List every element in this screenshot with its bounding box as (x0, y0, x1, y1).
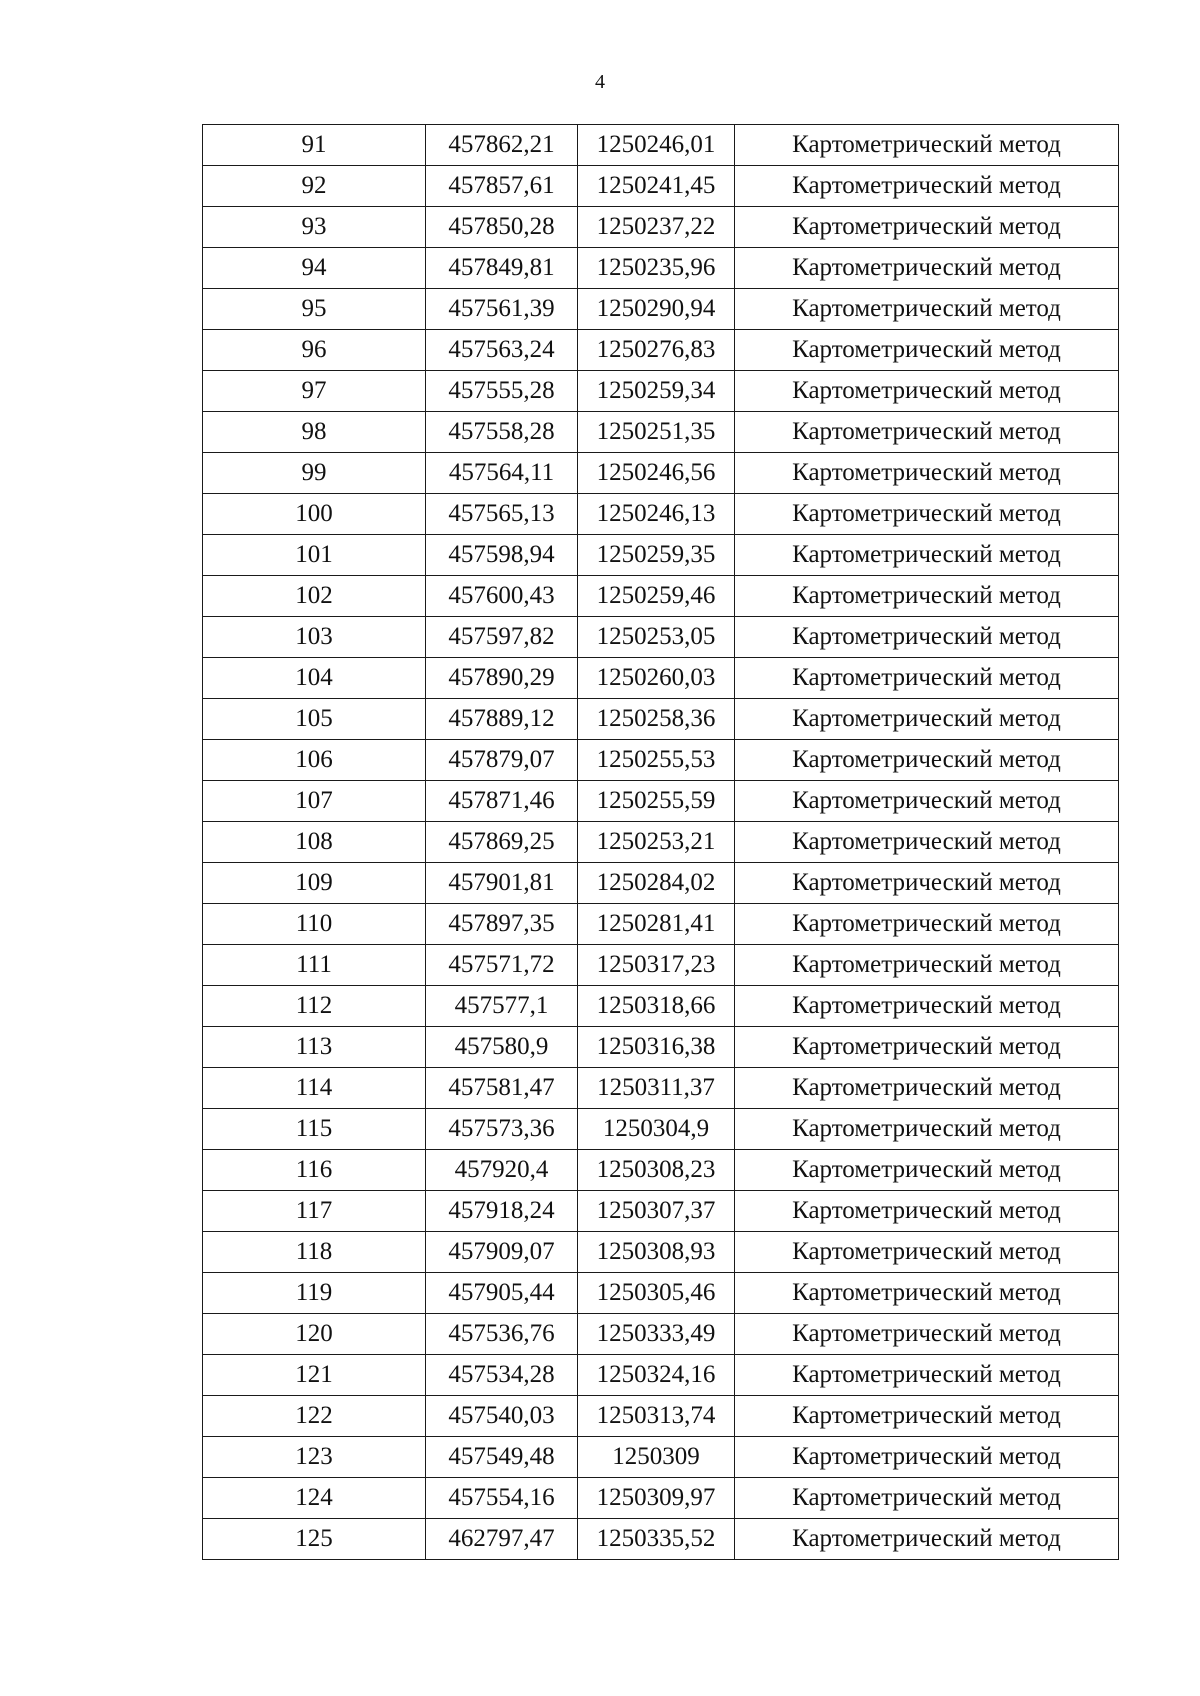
method-cell: Картометрический метод (735, 945, 1119, 986)
y-coordinate-cell: 1250259,46 (578, 576, 735, 617)
x-coordinate-cell: 457540,03 (426, 1396, 578, 1437)
point-number-cell: 122 (203, 1396, 426, 1437)
method-cell: Картометрический метод (735, 986, 1119, 1027)
x-coordinate-cell: 457580,9 (426, 1027, 578, 1068)
x-coordinate-cell: 457901,81 (426, 863, 578, 904)
table-row (203, 1437, 1119, 1478)
point-number-cell: 118 (203, 1232, 426, 1273)
x-coordinate-cell: 457561,39 (426, 289, 578, 330)
table-row (203, 1519, 1119, 1560)
method-cell: Картометрический метод (735, 371, 1119, 412)
point-number-cell: 91 (203, 125, 426, 166)
x-coordinate-cell: 457889,12 (426, 699, 578, 740)
method-cell: Картометрический метод (735, 658, 1119, 699)
x-coordinate-cell: 457909,07 (426, 1232, 578, 1273)
table-row (203, 986, 1119, 1027)
y-coordinate-cell: 1250335,52 (578, 1519, 735, 1560)
point-number-cell: 110 (203, 904, 426, 945)
table-row (203, 1191, 1119, 1232)
y-coordinate-cell: 1250246,13 (578, 494, 735, 535)
x-coordinate-cell: 457534,28 (426, 1355, 578, 1396)
table-row (203, 699, 1119, 740)
x-coordinate-cell: 457558,28 (426, 412, 578, 453)
method-cell: Картометрический метод (735, 125, 1119, 166)
table-row (203, 781, 1119, 822)
y-coordinate-cell: 1250259,34 (578, 371, 735, 412)
table-row (203, 1478, 1119, 1519)
x-coordinate-cell: 457598,94 (426, 535, 578, 576)
method-cell: Картометрический метод (735, 1191, 1119, 1232)
method-cell: Картометрический метод (735, 781, 1119, 822)
point-number-cell: 125 (203, 1519, 426, 1560)
x-coordinate-cell: 457897,35 (426, 904, 578, 945)
table-row (203, 330, 1119, 371)
point-number-cell: 93 (203, 207, 426, 248)
method-cell: Картометрический метод (735, 863, 1119, 904)
x-coordinate-cell: 457573,36 (426, 1109, 578, 1150)
y-coordinate-cell: 1250253,05 (578, 617, 735, 658)
y-coordinate-cell: 1250258,36 (578, 699, 735, 740)
table-row (203, 125, 1119, 166)
y-coordinate-cell: 1250235,96 (578, 248, 735, 289)
y-coordinate-cell: 1250284,02 (578, 863, 735, 904)
x-coordinate-cell: 457549,48 (426, 1437, 578, 1478)
point-number-cell: 105 (203, 699, 426, 740)
x-coordinate-cell: 457581,47 (426, 1068, 578, 1109)
y-coordinate-cell: 1250276,83 (578, 330, 735, 371)
method-cell: Картометрический метод (735, 699, 1119, 740)
point-number-cell: 100 (203, 494, 426, 535)
y-coordinate-cell: 1250259,35 (578, 535, 735, 576)
y-coordinate-cell: 1250308,23 (578, 1150, 735, 1191)
point-number-cell: 120 (203, 1314, 426, 1355)
method-cell: Картометрический метод (735, 1027, 1119, 1068)
table-row (203, 412, 1119, 453)
x-coordinate-cell: 457565,13 (426, 494, 578, 535)
method-cell: Картометрический метод (735, 330, 1119, 371)
table-row (203, 1396, 1119, 1437)
point-number-cell: 92 (203, 166, 426, 207)
y-coordinate-cell: 1250251,35 (578, 412, 735, 453)
table-row (203, 1027, 1119, 1068)
method-cell: Картометрический метод (735, 1396, 1119, 1437)
page-number: 4 (595, 71, 605, 93)
table-row (203, 207, 1119, 248)
point-number-cell: 94 (203, 248, 426, 289)
x-coordinate-cell: 462797,47 (426, 1519, 578, 1560)
point-number-cell: 117 (203, 1191, 426, 1232)
x-coordinate-cell: 457857,61 (426, 166, 578, 207)
method-cell: Картометрический метод (735, 1355, 1119, 1396)
x-coordinate-cell: 457597,82 (426, 617, 578, 658)
x-coordinate-cell: 457554,16 (426, 1478, 578, 1519)
method-cell: Картометрический метод (735, 535, 1119, 576)
table-row (203, 617, 1119, 658)
y-coordinate-cell: 1250241,45 (578, 166, 735, 207)
x-coordinate-cell: 457879,07 (426, 740, 578, 781)
method-cell: Картометрический метод (735, 453, 1119, 494)
table-row (203, 822, 1119, 863)
point-number-cell: 116 (203, 1150, 426, 1191)
y-coordinate-cell: 1250308,93 (578, 1232, 735, 1273)
y-coordinate-cell: 1250255,59 (578, 781, 735, 822)
table-row (203, 1109, 1119, 1150)
method-cell: Картометрический метод (735, 822, 1119, 863)
x-coordinate-cell: 457918,24 (426, 1191, 578, 1232)
table-row (203, 1355, 1119, 1396)
x-coordinate-cell: 457849,81 (426, 248, 578, 289)
method-cell: Картометрический метод (735, 412, 1119, 453)
table-row (203, 740, 1119, 781)
method-cell: Картометрический метод (735, 1232, 1119, 1273)
y-coordinate-cell: 1250317,23 (578, 945, 735, 986)
point-number-cell: 99 (203, 453, 426, 494)
method-cell: Картометрический метод (735, 1478, 1119, 1519)
table-row (203, 576, 1119, 617)
table-row (203, 289, 1119, 330)
x-coordinate-cell: 457577,1 (426, 986, 578, 1027)
point-number-cell: 102 (203, 576, 426, 617)
coordinates-table (202, 124, 1119, 1560)
method-cell: Картометрический метод (735, 1519, 1119, 1560)
point-number-cell: 108 (203, 822, 426, 863)
y-coordinate-cell: 1250237,22 (578, 207, 735, 248)
y-coordinate-cell: 1250318,66 (578, 986, 735, 1027)
method-cell: Картометрический метод (735, 1109, 1119, 1150)
point-number-cell: 113 (203, 1027, 426, 1068)
table-row (203, 166, 1119, 207)
method-cell: Картометрический метод (735, 1273, 1119, 1314)
method-cell: Картометрический метод (735, 1314, 1119, 1355)
table-row (203, 1232, 1119, 1273)
point-number-cell: 96 (203, 330, 426, 371)
point-number-cell: 101 (203, 535, 426, 576)
y-coordinate-cell: 1250324,16 (578, 1355, 735, 1396)
point-number-cell: 104 (203, 658, 426, 699)
y-coordinate-cell: 1250246,56 (578, 453, 735, 494)
x-coordinate-cell: 457871,46 (426, 781, 578, 822)
point-number-cell: 123 (203, 1437, 426, 1478)
x-coordinate-cell: 457564,11 (426, 453, 578, 494)
x-coordinate-cell: 457571,72 (426, 945, 578, 986)
table-row (203, 1068, 1119, 1109)
point-number-cell: 97 (203, 371, 426, 412)
x-coordinate-cell: 457563,24 (426, 330, 578, 371)
y-coordinate-cell: 1250313,74 (578, 1396, 735, 1437)
table-row (203, 494, 1119, 535)
x-coordinate-cell: 457850,28 (426, 207, 578, 248)
y-coordinate-cell: 1250246,01 (578, 125, 735, 166)
x-coordinate-cell: 457600,43 (426, 576, 578, 617)
y-coordinate-cell: 1250290,94 (578, 289, 735, 330)
table-row (203, 904, 1119, 945)
point-number-cell: 103 (203, 617, 426, 658)
method-cell: Картометрический метод (735, 1150, 1119, 1191)
point-number-cell: 124 (203, 1478, 426, 1519)
x-coordinate-cell: 457536,76 (426, 1314, 578, 1355)
point-number-cell: 98 (203, 412, 426, 453)
point-number-cell: 106 (203, 740, 426, 781)
method-cell: Картометрический метод (735, 1068, 1119, 1109)
method-cell: Картометрический метод (735, 1437, 1119, 1478)
point-number-cell: 115 (203, 1109, 426, 1150)
coordinates-table-body (203, 125, 1119, 1560)
table-row (203, 371, 1119, 412)
y-coordinate-cell: 1250304,9 (578, 1109, 735, 1150)
point-number-cell: 121 (203, 1355, 426, 1396)
y-coordinate-cell: 1250281,41 (578, 904, 735, 945)
method-cell: Картометрический метод (735, 617, 1119, 658)
y-coordinate-cell: 1250253,21 (578, 822, 735, 863)
table-row (203, 1314, 1119, 1355)
point-number-cell: 112 (203, 986, 426, 1027)
x-coordinate-cell: 457555,28 (426, 371, 578, 412)
point-number-cell: 111 (203, 945, 426, 986)
y-coordinate-cell: 1250309 (578, 1437, 735, 1478)
point-number-cell: 119 (203, 1273, 426, 1314)
table-row (203, 863, 1119, 904)
y-coordinate-cell: 1250260,03 (578, 658, 735, 699)
method-cell: Картометрический метод (735, 166, 1119, 207)
table-row (203, 1273, 1119, 1314)
method-cell: Картометрический метод (735, 576, 1119, 617)
method-cell: Картометрический метод (735, 740, 1119, 781)
point-number-cell: 109 (203, 863, 426, 904)
table-row (203, 658, 1119, 699)
table-row (203, 945, 1119, 986)
x-coordinate-cell: 457869,25 (426, 822, 578, 863)
method-cell: Картометрический метод (735, 248, 1119, 289)
y-coordinate-cell: 1250333,49 (578, 1314, 735, 1355)
y-coordinate-cell: 1250309,97 (578, 1478, 735, 1519)
y-coordinate-cell: 1250307,37 (578, 1191, 735, 1232)
y-coordinate-cell: 1250305,46 (578, 1273, 735, 1314)
point-number-cell: 107 (203, 781, 426, 822)
method-cell: Картометрический метод (735, 289, 1119, 330)
y-coordinate-cell: 1250316,38 (578, 1027, 735, 1068)
table-row (203, 453, 1119, 494)
x-coordinate-cell: 457890,29 (426, 658, 578, 699)
x-coordinate-cell: 457862,21 (426, 125, 578, 166)
table-row (203, 1150, 1119, 1191)
y-coordinate-cell: 1250255,53 (578, 740, 735, 781)
point-number-cell: 114 (203, 1068, 426, 1109)
method-cell: Картометрический метод (735, 207, 1119, 248)
table-row (203, 535, 1119, 576)
x-coordinate-cell: 457905,44 (426, 1273, 578, 1314)
x-coordinate-cell: 457920,4 (426, 1150, 578, 1191)
method-cell: Картометрический метод (735, 494, 1119, 535)
y-coordinate-cell: 1250311,37 (578, 1068, 735, 1109)
method-cell: Картометрический метод (735, 904, 1119, 945)
point-number-cell: 95 (203, 289, 426, 330)
table-row (203, 248, 1119, 289)
